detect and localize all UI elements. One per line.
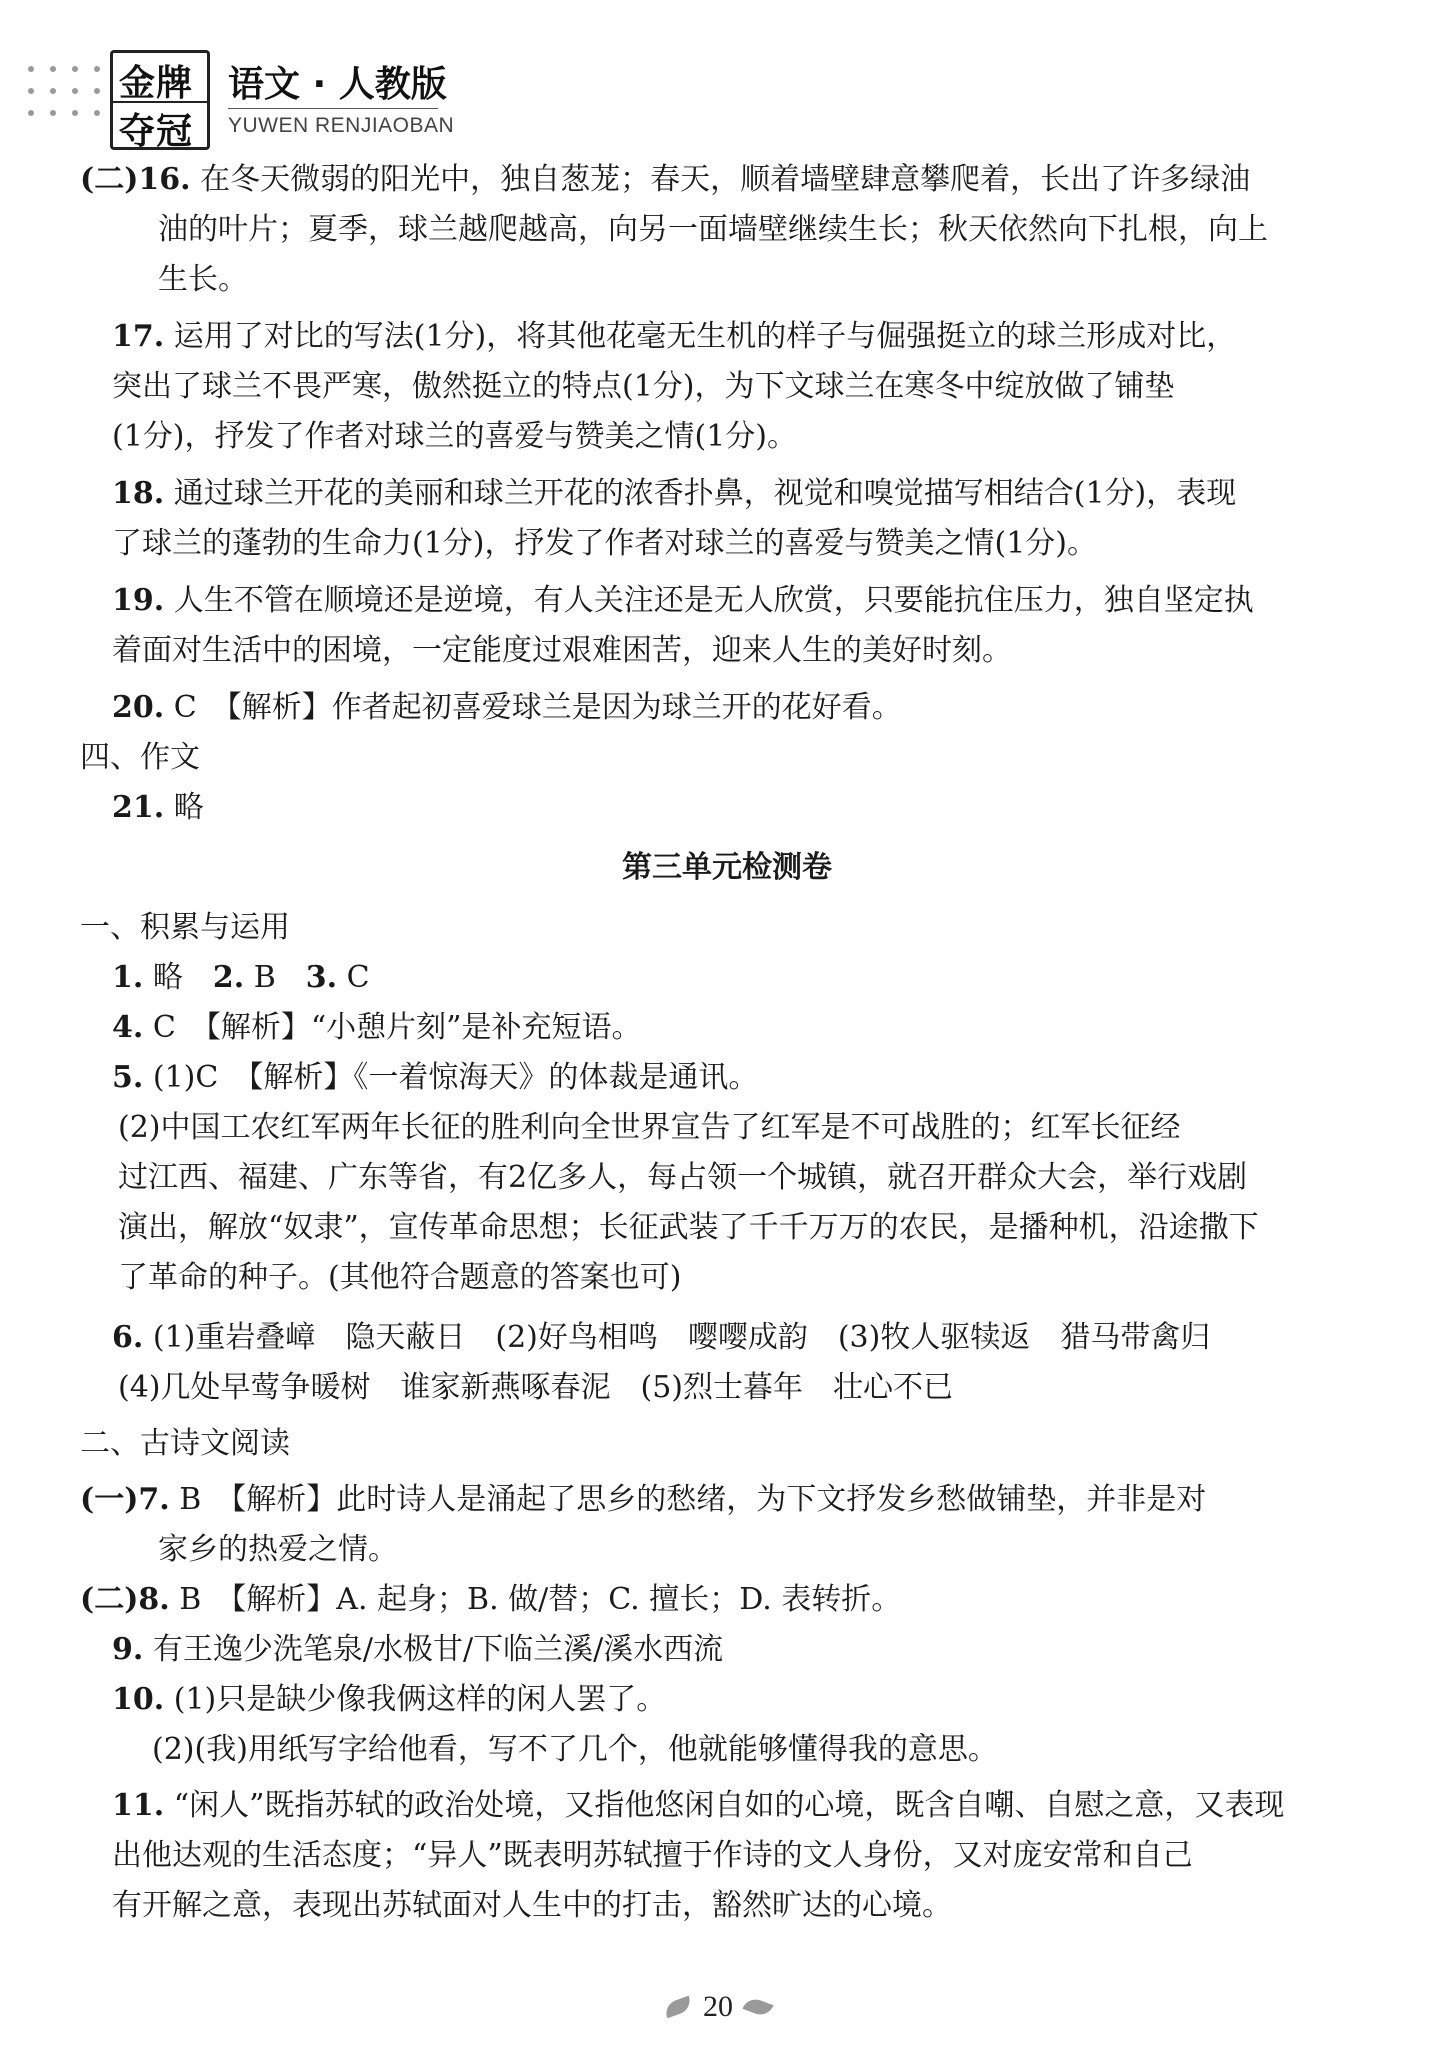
- answer-text: (1)只是缺少像我俩这样的闲人罢了。: [164, 1682, 667, 1717]
- answer-line: [80, 1478, 1206, 1522]
- answer-text: 家乡的热爱之情。: [158, 1532, 398, 1567]
- answer-line: [112, 686, 902, 730]
- section-title: 一、积累与运用: [80, 910, 290, 945]
- question-number: 11.: [112, 1788, 165, 1823]
- question-number: (一)7.: [80, 1482, 170, 1517]
- answer-text: 略: [164, 790, 204, 825]
- answer-line: [112, 522, 1097, 566]
- section-heading: [80, 906, 290, 950]
- brand-bottom: 夺冠: [119, 111, 194, 152]
- answer-text: C 【解析】“小憩片刻”是补充短语。: [143, 1010, 642, 1045]
- section-heading: [80, 1422, 290, 1466]
- answer-text: C: [337, 960, 370, 995]
- question-number: 17.: [112, 319, 165, 354]
- answer-line: [112, 365, 1175, 409]
- answer-text: 在冬天微弱的阳光中，独自葱茏；春天，顺着墙壁肆意攀爬着，长出了许多绿油: [190, 162, 1251, 197]
- section-title: 二、古诗文阅读: [80, 1426, 290, 1461]
- answer-line: [118, 1366, 953, 1410]
- brand-top: 金牌: [119, 63, 194, 104]
- answer-line: [112, 1316, 1210, 1360]
- question-number: 21.: [112, 790, 165, 825]
- answer-text: 生长。: [158, 262, 248, 297]
- question-number: 10.: [112, 1682, 165, 1717]
- answer-text: (4)几处早莺争暖树 谁家新燕啄春泥 (5)烈士暮年 壮心不已: [118, 1370, 953, 1405]
- answer-line: [118, 1256, 681, 1300]
- answer-line: [112, 629, 1012, 673]
- answer-text: B 【解析】A. 起身；B. 做/替；C. 擅长；D. 表转折。: [169, 1582, 902, 1617]
- question-number: 3.: [305, 960, 338, 995]
- answer-text: (2)中国工农红军两年长征的胜利向全世界宣告了红军是不可战胜的；红军长征经: [118, 1110, 1181, 1145]
- answer-text: 人生不管在顺境还是逆境，有人关注还是无人欣赏，只要能抗住压力，独自坚定执: [164, 583, 1254, 618]
- page-footer: [0, 1990, 1436, 2024]
- answer-text: (1)重岩叠嶂 隐天蔽日 (2)好鸟相鸣 嘤嘤成韵 (3)牧人驱犊返 猎马带禽归: [143, 1320, 1211, 1355]
- answer-line: [112, 1628, 723, 1672]
- answer-text: (2)(我)用纸写字给他看，写不了几个，他就能够懂得我的意思。: [152, 1732, 998, 1767]
- answer-line: [112, 1678, 666, 1722]
- section-heading: [80, 736, 200, 780]
- section-title: 四、作文: [80, 740, 200, 775]
- answer-line: [112, 1006, 642, 1050]
- page-header: [28, 42, 1418, 152]
- answer-text: 出他达观的生活态度；“异人”既表明苏轼擅于作诗的文人身份，又对庞安常和自己: [112, 1838, 1193, 1873]
- answer-text: B 【解析】此时诗人是涌起了思乡的愁绪，为下文抒发乡愁做铺垫，并非是对: [169, 1482, 1207, 1517]
- leaf-icon: [743, 1996, 774, 2019]
- answer-text: “闲人”既指苏轼的政治处境，又指他悠闲自如的心境，既含自嘲、自慰之意，又表现: [164, 1788, 1285, 1823]
- answer-line: [80, 158, 1250, 202]
- answer-text: 有开解之意，表现出苏轼面对人生中的打击，豁然旷达的心境。: [112, 1888, 952, 1923]
- answer-line: [112, 415, 797, 459]
- question-number: 18.: [112, 476, 165, 511]
- answer-text: 演出，解放“奴隶”，宣传革命思想；长征武装了千千万万的农民，是播种机，沿途撒下: [118, 1210, 1259, 1245]
- answer-text: 着面对生活中的困境，一定能度过艰难困苦，迎来人生的美好时刻。: [112, 633, 1012, 668]
- answer-text: 运用了对比的写法(1分)，将其他花毫无生机的样子与倔强挺立的球兰形成对比，: [164, 319, 1237, 354]
- answer-line: [158, 208, 1268, 252]
- question-number: 6.: [112, 1320, 144, 1355]
- answer-text: 了球兰的蓬勃的生命力(1分)，抒发了作者对球兰的喜爱与赞美之情(1分)。: [112, 526, 1097, 561]
- answer-line: [118, 1106, 1181, 1150]
- question-number: 9.: [112, 1632, 144, 1667]
- answer-text: C 【解析】作者起初喜爱球兰是因为球兰开的花好看。: [164, 690, 902, 725]
- answer-text: 通过球兰开花的美丽和球兰开花的浓香扑鼻，视觉和嗅觉描写相结合(1分)，表现: [164, 476, 1237, 511]
- question-number: (二)16.: [80, 162, 191, 197]
- answer-line: [112, 472, 1236, 516]
- answer-text: B: [244, 960, 306, 995]
- answer-text: 突出了球兰不畏严寒，傲然挺立的特点(1分)，为下文球兰在寒冬中绽放做了铺垫: [112, 369, 1175, 404]
- answer-line: [112, 1884, 952, 1928]
- subject-title: 语文 · 人教版: [228, 64, 447, 105]
- subject-pinyin: YUWEN RENJIAOBAN: [228, 114, 455, 137]
- page-number: 20: [703, 1990, 733, 2023]
- question-number: (二)8.: [80, 1582, 170, 1617]
- question-number: 1.: [112, 960, 144, 995]
- answer-line: [112, 315, 1236, 359]
- answer-line: [112, 956, 370, 1000]
- answer-line: [112, 579, 1254, 623]
- answer-text: 了革命的种子。(其他符合题意的答案也可): [118, 1260, 682, 1295]
- answer-text: 过江西、福建、广东等省，有2亿多人，每占领一个城镇，就召开群众大会，举行戏剧: [118, 1160, 1248, 1195]
- answer-line: [112, 1056, 758, 1100]
- question-number: 4.: [112, 1010, 144, 1045]
- brand-logo: [110, 50, 210, 150]
- question-number: 2.: [212, 960, 245, 995]
- question-number: 20.: [112, 690, 165, 725]
- leaf-icon: [662, 1996, 693, 2019]
- answer-line: [118, 1206, 1259, 1250]
- answer-line: [112, 1784, 1284, 1828]
- answer-line: [112, 1834, 1193, 1878]
- answer-line: [80, 1578, 901, 1622]
- unit-title: 第三单元检测卷: [622, 850, 832, 885]
- question-number: 5.: [112, 1060, 144, 1095]
- answer-line: [158, 258, 248, 302]
- answer-line: [118, 1156, 1247, 1200]
- answer-text: 油的叶片；夏季，球兰越爬越高，向另一面墙壁继续生长；秋天依然向下扎根，向上: [158, 212, 1268, 247]
- answer-text: (1)C 【解析】《一着惊海天》的体裁是通讯。: [143, 1060, 759, 1095]
- answer-text: 略: [143, 960, 213, 995]
- answer-line: [112, 786, 204, 830]
- answer-text: 有王逸少洗笔泉/水极甘/下临兰溪/溪水西流: [143, 1632, 724, 1667]
- answer-text: (1分)，抒发了作者对球兰的喜爱与赞美之情(1分)。: [112, 419, 797, 454]
- question-number: 19.: [112, 583, 165, 618]
- decorative-dots: [28, 66, 102, 132]
- answer-line: [152, 1728, 998, 1772]
- answer-line: [158, 1528, 398, 1572]
